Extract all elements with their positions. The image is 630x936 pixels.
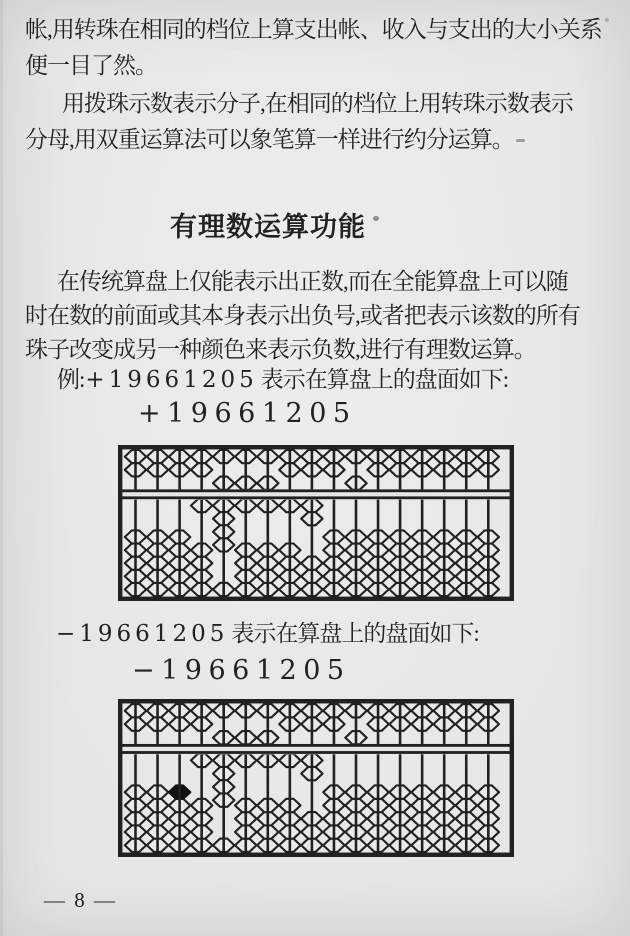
abacus-diagram-positive xyxy=(118,445,514,601)
scan-artifact-left-edge xyxy=(0,0,3,936)
example-negative-suffix: 表示在算盘上的盘面如下: xyxy=(231,621,479,646)
paragraph1-line1: 帐,用转珠在相同的档位上算支出帐、收入与支出的大小关系 xyxy=(25,17,602,42)
number-display-negative: −19661205 xyxy=(132,655,351,686)
example-line-positive xyxy=(57,366,508,394)
abacus-beam-rail xyxy=(122,744,510,747)
paragraph1-line2: 便一目了然。 xyxy=(25,53,157,78)
abacus-diagram-negative xyxy=(118,699,514,857)
example-positive-number: +19661205 xyxy=(85,367,258,393)
paragraph2-line1: 用拨珠示数表示分子,在相同的档位上用转珠示数表示 xyxy=(62,91,573,116)
example-positive-prefix: 例: xyxy=(57,367,85,392)
section-heading: 有理数运算功能 xyxy=(170,212,366,242)
abacus-beam-rail xyxy=(122,751,510,754)
paragraph3-line3: 珠子改变成另一种颜色来表示负数,进行有理数运算。 xyxy=(25,337,536,362)
number-display-positive: +19661205 xyxy=(138,398,357,429)
abacus-beam-rail xyxy=(122,489,510,492)
paragraph3-line1: 在传统算盘上仅能表示出正数,而在全能算盘上可以随 xyxy=(57,269,568,294)
page-number: — 8 — xyxy=(44,888,117,912)
example-positive-suffix: 表示在算盘上的盘面如下: xyxy=(260,367,509,392)
example-line-negative xyxy=(56,620,479,648)
scan-artifact-dot xyxy=(373,216,379,221)
scan-artifact-speck xyxy=(605,18,609,22)
paragraph2-line2: 分母,用双重运算法可以象笔算一样进行约分运算。 xyxy=(25,127,514,152)
scan-artifact-dash xyxy=(516,139,525,142)
example-negative-number: −19661205 xyxy=(56,621,229,647)
abacus-beam-rail xyxy=(122,496,510,499)
paragraph3-line2: 时在数的前面或其本身表示出负号,或者把表示该数的所有 xyxy=(25,303,580,328)
